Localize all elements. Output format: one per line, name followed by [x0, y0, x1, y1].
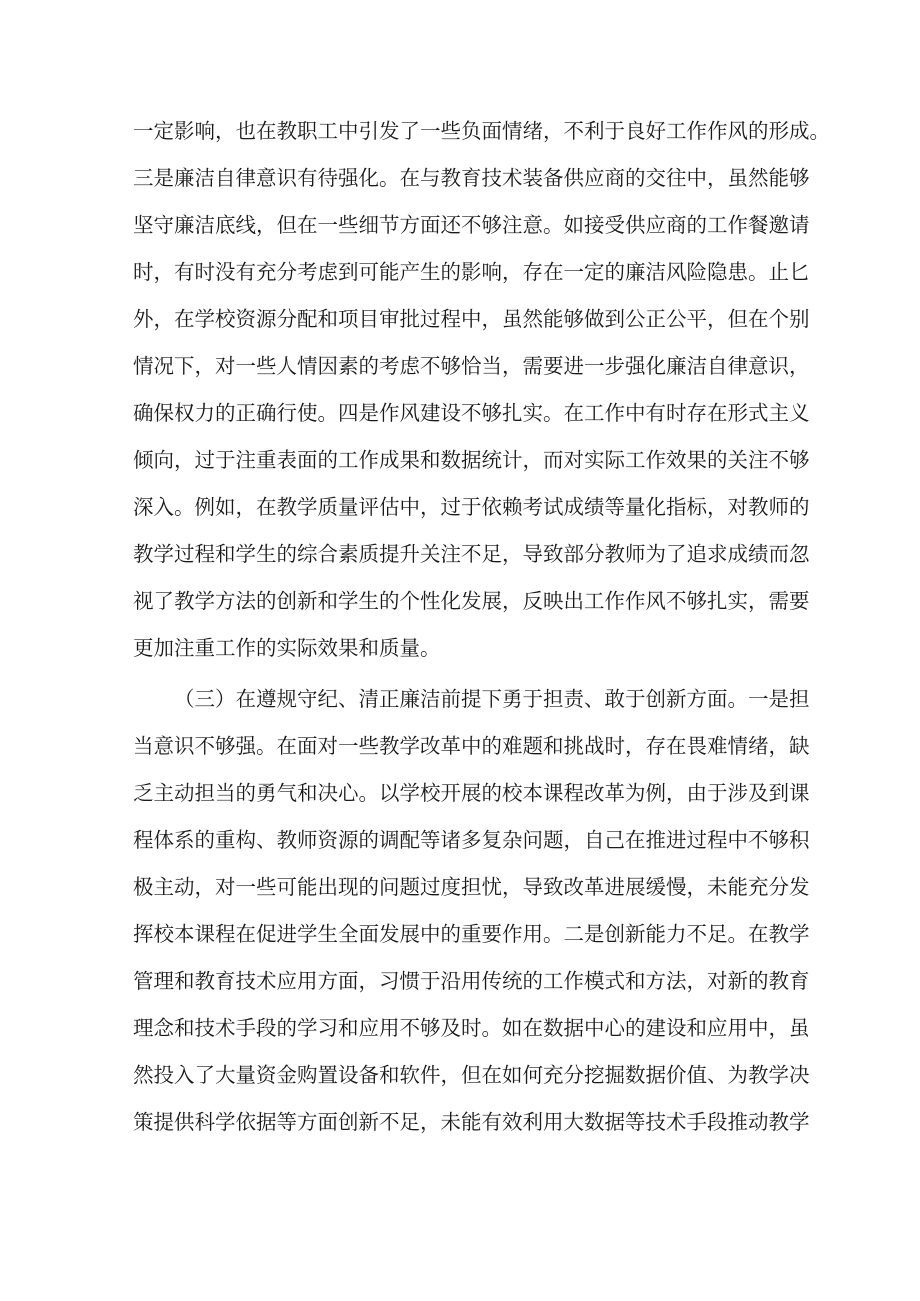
text-line: 确保权力的正确行使。四是作风建设不够扎实。在工作中有时存在形式主义 [133, 401, 810, 425]
text-line: 深入。例如，在教学质量评估中，过于依赖考试成绩等量化指标，对教师的 [133, 495, 810, 519]
text-line: 三是廉洁自律意识有待强化。在与教育技术装备供应商的交往中，虽然能够 [133, 166, 810, 190]
text-line: 挥校本课程在促进学生全面发展中的重要作用。二是创新能力不足。在教学 [133, 922, 810, 946]
text-line: 情况下，对一些人情因素的考虑不够恰当，需要进一步强化廉洁自律意识， [133, 354, 810, 378]
text-line: 极主动，对一些可能出现的问题过度担忧，导致改革进展缓慢，未能充分发 [133, 875, 810, 899]
text-line: 管理和教育技术应用方面，习惯于沿用传统的工作模式和方法，对新的教育 [133, 969, 810, 993]
text-line: 视了教学方法的创新和学生的个性化发展，反映出工作作风不够扎实，需要 [133, 589, 810, 613]
text-line: 程体系的重构、教师资源的调配等诸多复杂问题，自己在推进过程中不够积 [133, 828, 810, 852]
text-line: 坚守廉洁底线，但在一些细节方面还不够注意。如接受供应商的工作餐邀请 [133, 213, 810, 237]
text-line: 时，有时没有充分考虑到可能产生的影响，存在一定的廉洁风险隐患。止匕 [133, 260, 810, 284]
text-line: 当意识不够强。在面对一些教学改革中的难题和挑战时，存在畏难情绪，缺 [133, 734, 810, 758]
text-line: 倾向，过于注重表面的工作成果和数据统计，而对实际工作效果的关注不够 [133, 448, 810, 472]
text-line: 理念和技术手段的学习和应用不够及时。如在数据中心的建设和应用中，虽 [133, 1016, 810, 1040]
paragraph-1 [133, 108, 830, 672]
text-line: 然投入了大量资金购置设备和软件，但在如何充分挖掘数据价值、为教学决 [133, 1063, 810, 1087]
text-line: 策提供科学依据等方面创新不足，未能有效利用大数据等技术手段推动教学 [133, 1110, 810, 1134]
text-line: 乏主动担当的勇气和决心。以学校开展的校本课程改革为例，由于涉及到课 [133, 781, 810, 805]
document-body [133, 108, 830, 1146]
text-line: 一定影响，也在教职工中引发了一些负面情绪，不利于良好工作作风的形成。 [133, 119, 830, 143]
text-line: （三）在遵规守纪、清正廉洁前提下勇于担责、敢于创新方面。一是担 [174, 687, 810, 711]
text-line: 教学过程和学生的综合素质提升关注不足，导致部分教师为了追求成绩而忽 [133, 542, 810, 566]
text-line: 更加注重工作的实际效果和质量。 [133, 636, 441, 660]
paragraph-2 [133, 676, 810, 1146]
text-line: 外，在学校资源分配和项目审批过程中，虽然能够做到公正公平，但在个别 [133, 307, 810, 331]
